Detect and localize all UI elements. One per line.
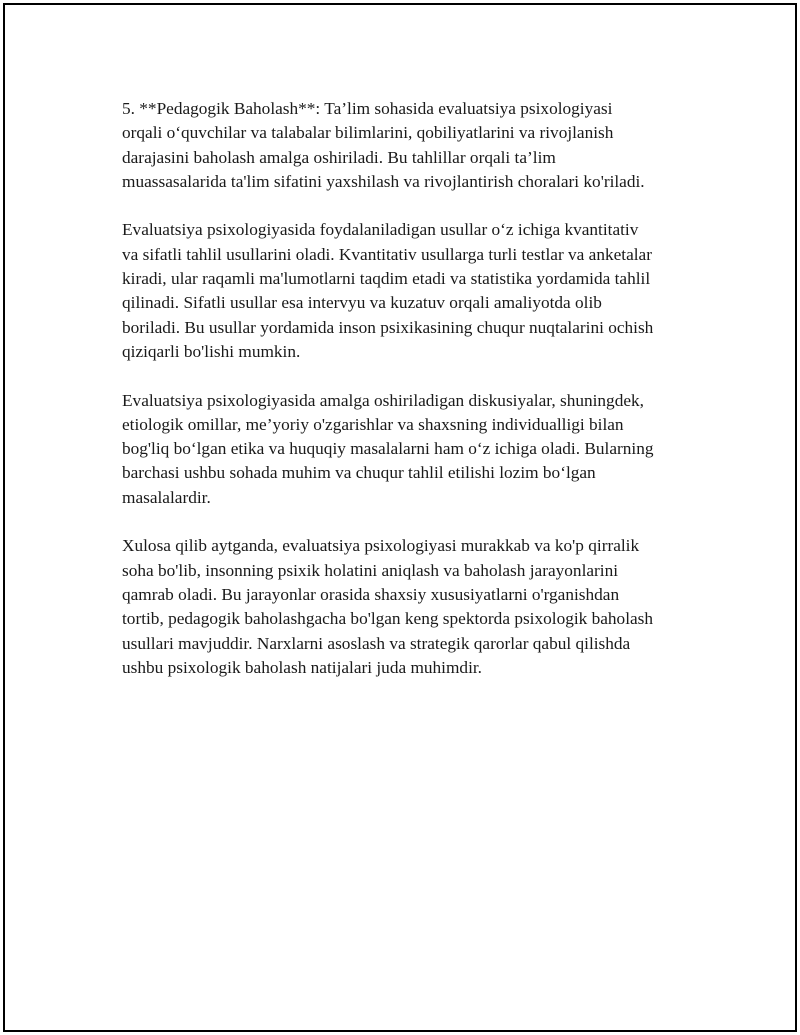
text-line: tortib, pedagogik baholashgacha bo'lgan keng spektorda psixologik baholash <box>122 609 654 629</box>
text-line: qiziqarli bo'lishi mumkin. <box>122 341 301 361</box>
text-line: Evaluatsiya psixologiyasida amalga oshiriladigan diskusiyalar, shuningdek, <box>122 390 644 410</box>
text-line: va sifatli tahlil usullarini oladi. Kvantitativ usullarga turli testlar va anketalar <box>122 244 652 264</box>
text-line: muassasalarida ta'lim sifatini yaxshilash va rivojlantirish choralari ko'riladi. <box>122 171 645 191</box>
text-line: etiologik omillar, me’yoriy o'zgarishlar va shaxsning individualligi bilan <box>122 414 624 434</box>
text-line: soha bo'lib, insonning psixik holatini aniqlash va baholash jarayonlarini <box>122 560 619 580</box>
text-line: darajasini baholash amalga oshiriladi. Bu tahlillar orqali ta’lim <box>122 147 556 167</box>
page-frame <box>3 3 797 1032</box>
text-line: 5. **Pedagogik Baholash**: Ta’lim sohasida evaluatsiya psixologiyasi <box>122 99 613 118</box>
text-line: boriladi. Bu usullar yordamida inson psixikasining chuqur nuqtalarini ochish <box>122 317 654 337</box>
text-line: Evaluatsiya psixologiyasida foydalaniladigan usullar o‘z ichiga kvantitativ <box>122 220 639 240</box>
text-line: barchasi ushbu sohada muhim va chuqur tahlil etilishi lozim bo‘lgan <box>122 463 596 483</box>
paragraph-diskusiyalar <box>122 389 707 510</box>
text-line: kiradi, ular raqamli ma'lumotlarni taqdim etadi va statistika yordamida tahlil <box>122 269 651 289</box>
text-line: bog'liq bo‘lgan etika va huquqiy masalalarni ham o‘z ichiga oladi. Bularning <box>122 439 654 459</box>
text-line: ushbu psixologik baholash natijalari juda muhimdir. <box>122 657 482 677</box>
paragraph-usullar <box>122 218 707 364</box>
paragraph-pedagogik-baholash <box>122 97 707 194</box>
document-body <box>122 97 707 704</box>
text-line: masalalardir. <box>122 487 211 507</box>
text-line: orqali o‘quvchilar va talabalar bilimlarini, qobiliyatlarini va rivojlanish <box>122 123 614 143</box>
text-line: Xulosa qilib aytganda, evaluatsiya psixologiyasi murakkab va ko'p qirralik <box>122 536 640 556</box>
text-line: usullari mavjuddir. Narxlarni asoslash va strategik qarorlar qabul qilishda <box>122 633 631 653</box>
paragraph-xulosa <box>122 534 707 680</box>
text-line: qilinadi. Sifatli usullar esa intervyu va kuzatuv orqali amaliyotda olib <box>122 293 602 313</box>
text-line: qamrab oladi. Bu jarayonlar orasida shaxsiy xususiyatlarni o'rganishdan <box>122 584 620 604</box>
